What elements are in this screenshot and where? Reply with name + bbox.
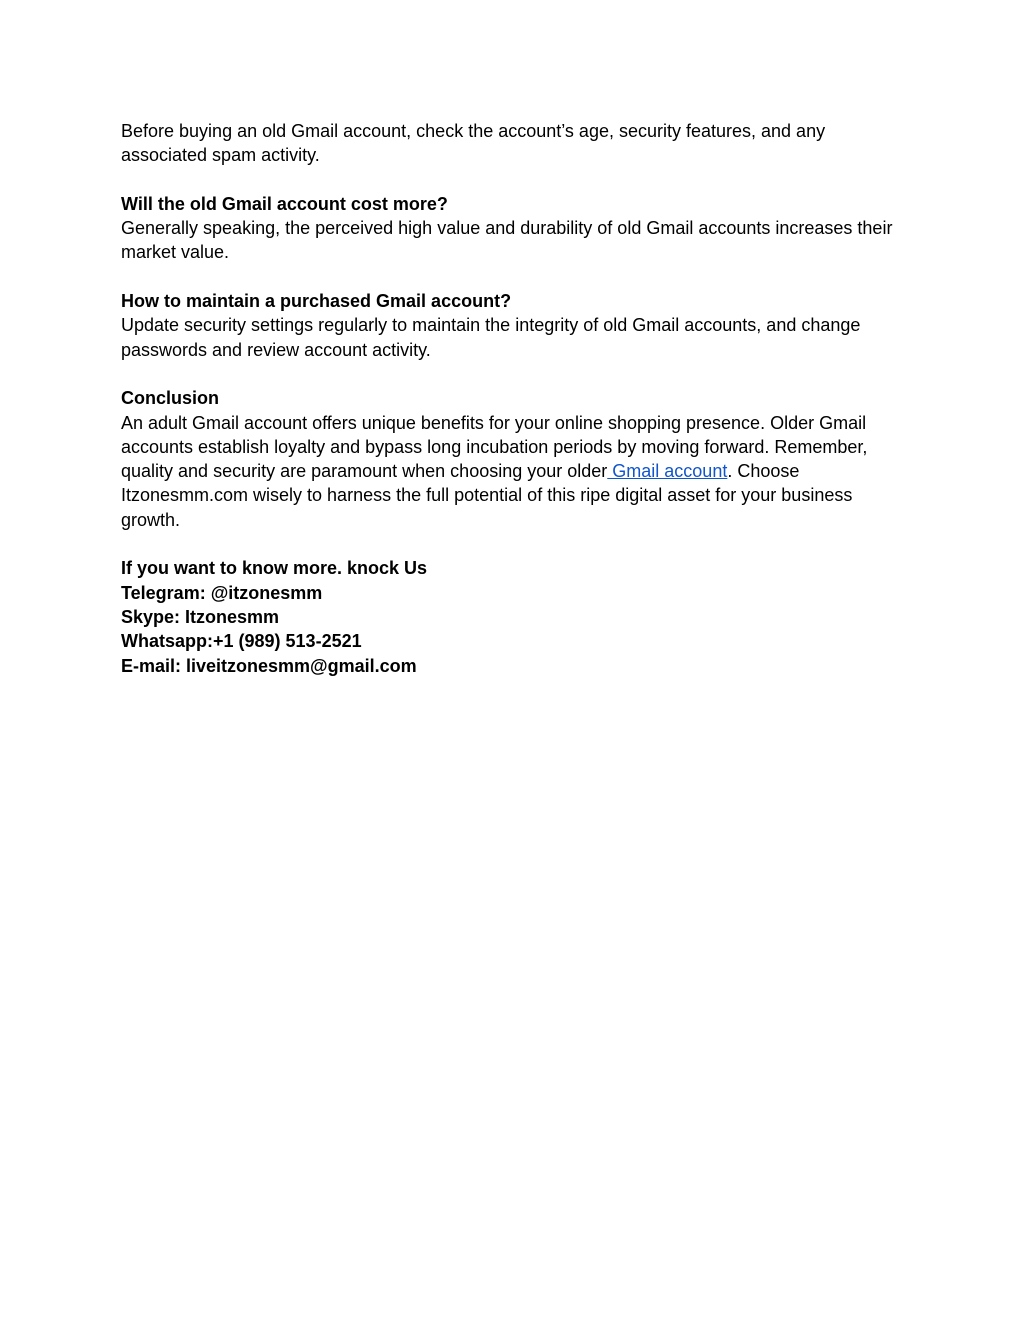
section-heading-cost: Will the old Gmail account cost more? bbox=[121, 193, 448, 214]
paragraph-spacer bbox=[121, 265, 901, 289]
conclusion-text-before-link: An adult Gmail account offers unique benefits for your online shopping presence. Older Gmail accounts establish loyalty and bypass long incubation periods by moving forward. Remember, quality and security are paramount when choosing your older bbox=[121, 412, 868, 482]
section-body-cost: Generally speaking, the perceived high value and durability of old Gmail accounts increases their market value. bbox=[121, 218, 893, 263]
contact-heading: If you want to know more. knock Us bbox=[121, 558, 428, 579]
conclusion-paragraph bbox=[121, 411, 901, 532]
intro-paragraph: Before buying an old Gmail account, check the account’s age, security features, and any associated spam activity. bbox=[121, 121, 826, 166]
contact-whatsapp: Whatsapp:+1 (989) 513-2521 bbox=[121, 631, 362, 652]
document-page bbox=[121, 119, 901, 678]
paragraph-spacer bbox=[121, 362, 901, 386]
paragraph-spacer bbox=[121, 532, 901, 556]
contact-email: E-mail: liveitzonesmm@gmail.com bbox=[121, 655, 417, 676]
section-heading-maintain: How to maintain a purchased Gmail account? bbox=[121, 291, 512, 312]
conclusion-text-after-link: . Choose Itzonesmm.com wisely to harness the full potential of this ripe digital asset for your business growth. bbox=[121, 461, 853, 530]
section-body-maintain: Update security settings regularly to maintain the integrity of old Gmail accounts, and change passwords and review account activity. bbox=[121, 315, 861, 360]
contact-telegram: Telegram: @itzonesmm bbox=[121, 582, 323, 603]
conclusion-heading: Conclusion bbox=[121, 388, 219, 409]
paragraph-spacer bbox=[121, 168, 901, 192]
gmail-account-link[interactable]: Gmail account bbox=[607, 461, 728, 482]
contact-skype: Skype: Itzonesmm bbox=[121, 606, 280, 627]
